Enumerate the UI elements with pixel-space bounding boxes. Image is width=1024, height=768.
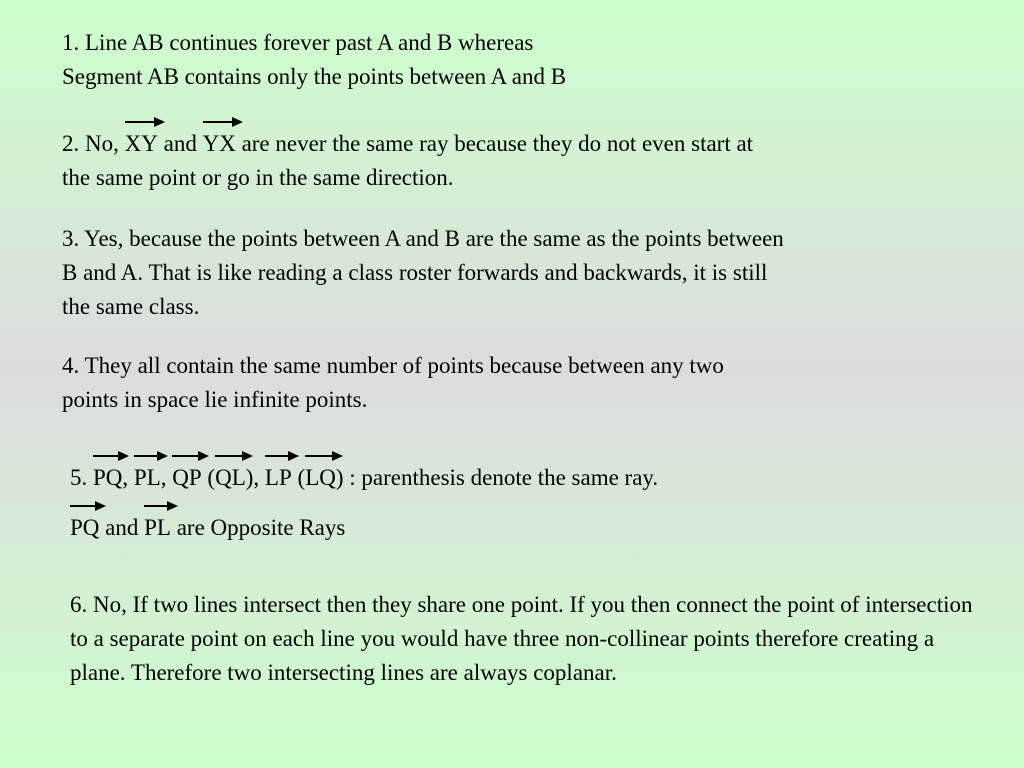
- answer-5-paren-1-close: ),: [245, 465, 265, 490]
- answer-2-prefix: 2. No,: [62, 131, 125, 156]
- ray-pq-opposite: PQ: [70, 511, 99, 545]
- answer-3: [62, 222, 784, 324]
- answer-5-sep-1: ,: [122, 465, 134, 490]
- answer-3-line-2: B and A. That is like reading a class roster forwards and backwards, it is still: [62, 260, 768, 285]
- ray-ql: QL: [215, 461, 246, 495]
- answer-5-line-2-mid: and: [99, 515, 145, 540]
- ray-pl: PL: [134, 461, 161, 495]
- answer-5-prefix: 5.: [70, 465, 93, 490]
- answer-2-mid: and: [157, 131, 203, 156]
- answer-2-line-1: [62, 127, 753, 161]
- answer-5-opposite: [70, 511, 345, 545]
- answer-4-line-1: 4. They all contain the same number of points because between any two: [62, 353, 724, 378]
- answer-3-line-3: the same class.: [62, 294, 200, 319]
- answer-5-paren-2-open: (: [291, 465, 306, 490]
- answer-2: [62, 127, 753, 195]
- answer-4-line-2: points in space lie infinite points.: [62, 387, 368, 412]
- answer-3-line-1: 3. Yes, because the points between A and B are the same as the points between: [62, 226, 784, 251]
- ray-yx: YX: [203, 127, 236, 161]
- answer-6: [70, 588, 980, 690]
- answer-1-line-1: 1. Line AB continues forever past A and B whereas: [62, 30, 534, 55]
- ray-lp: LP: [265, 461, 292, 495]
- ray-pq: PQ: [93, 461, 122, 495]
- answer-1-line-2: Segment AB contains only the points between A and B: [62, 64, 567, 89]
- answer-5-sep-2: ,: [160, 465, 173, 490]
- ray-pl-opposite: PL: [144, 511, 171, 545]
- answer-4: [62, 349, 724, 417]
- ray-lq: LQ: [305, 461, 336, 495]
- answer-5-paren-2-close: ): [335, 465, 344, 490]
- answer-5-line-1: [70, 461, 658, 495]
- answer-5: [70, 461, 658, 495]
- answer-5-paren-1-open: (: [201, 465, 216, 490]
- answer-2-line-2: the same point or go in the same direction.: [62, 165, 454, 190]
- ray-xy: XY: [125, 127, 158, 161]
- answer-1: [62, 26, 566, 94]
- answer-5-note: : parenthesis denote the same ray.: [343, 465, 659, 490]
- answer-5-line-2: [70, 511, 345, 545]
- ray-qp: QP: [172, 461, 201, 495]
- answer-6-text: 6. No, If two lines intersect then they share one point. If you then connect the point of intersection to a separate point on each line you would have three non-collinear points therefore creating a plane. Therefore two intersecting lines are always coplanar.: [70, 592, 973, 685]
- answer-5-line-2-rest: are Opposite Rays: [170, 515, 346, 540]
- answer-2-rest: are never the same ray because they do not even start at: [235, 131, 754, 156]
